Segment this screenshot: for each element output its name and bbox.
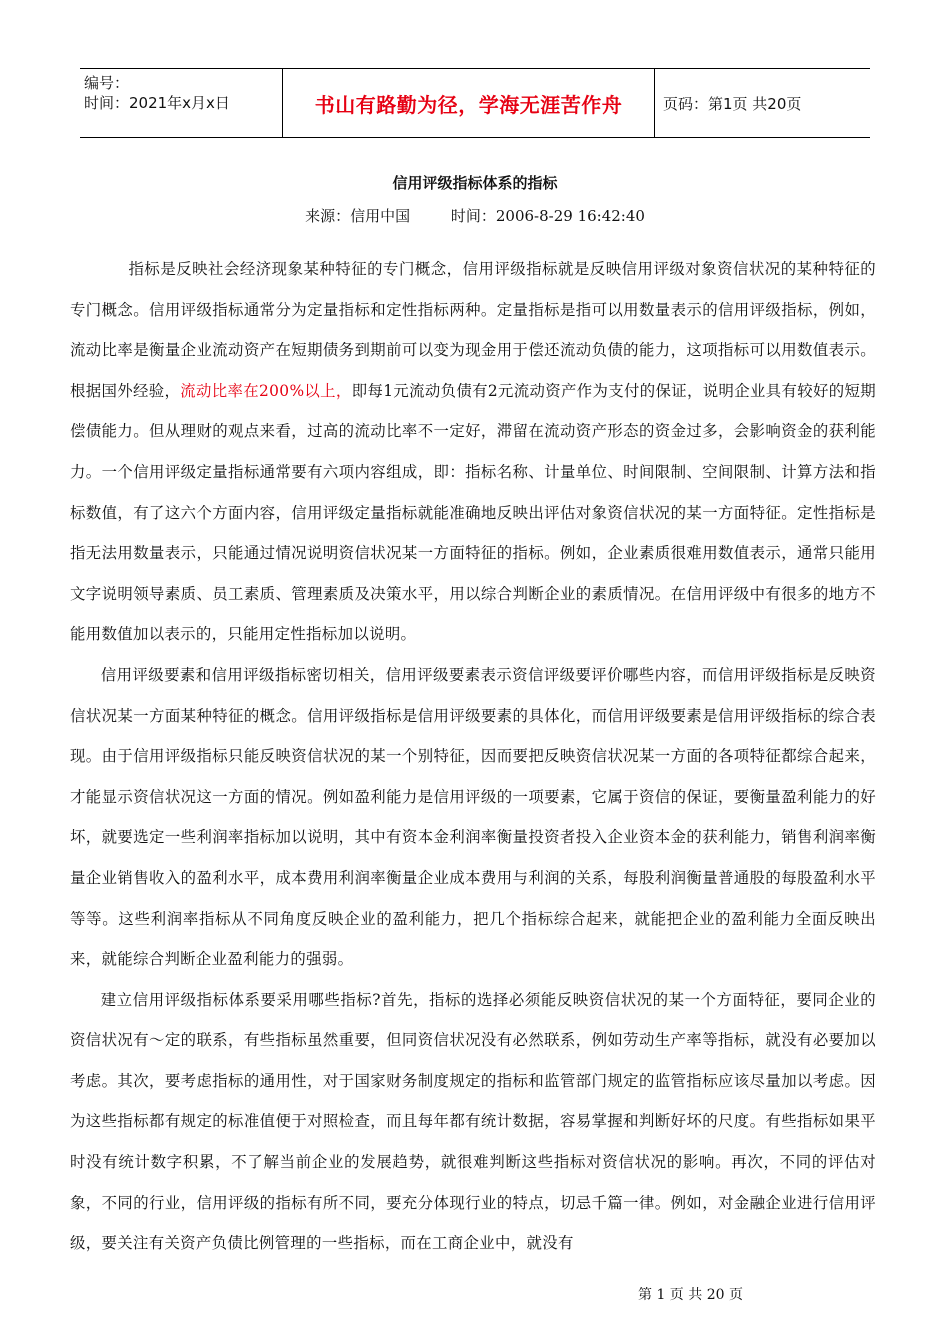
article-source-line: [0, 205, 950, 226]
paragraph-1-part-b: 即每1元流动负债有2元流动资产作为支付的保证，说明企业具有较好的短期偿债能力。但从理财的观点来看，过高的流动比率不一定好，滞留在流动资产形态的资金过多，会影响资金的获利能力。一个信用评级定量指标通常要有六项内容组成，即：指标名称、计量单位、时间限制、空间限制、计算方法和指标数值，有了这六个方面内容，信用评级定量指标就能准确地反映出评估对象资信状况的某一方面特征。定性指标是指无法用数量表示，只能通过情况说明资信状况某一方面特征的指标。例如，企业素质很难用数值表示，通常只能用文字说明领导素质、员工素质、管理素质及决策水平，用以综合判断企业的素质情况。在信用评级中有很多的地方不能用数值加以表示的，只能用定性指标加以说明。: [70, 381, 877, 644]
paragraph-3: 建立信用评级指标体系要采用哪些指标?首先，指标的选择必须能反映资信状况的某一个方面特征，要同企业的资信状况有～定的联系，有些指标虽然重要，但同资信状况没有必然联系，例如劳动生产率等指标，就没有必要加以考虑。其次，要考虑指标的通用性，对于国家财务制度规定的指标和监管部门规定的监管指标应该尽量加以考虑。因为这些指标都有规定的标准值便于对照检查，而且每年都有统计数据，容易掌握和判断好坏的尺度。有些指标如果平时没有统计数字积累，不了解当前企业的发展趋势，就很难判断这些指标对资信状况的影响。再次，不同的评估对象，不同的行业，信用评级的指标有所不同，要充分体现行业的特点，切忌千篇一律。例如，对金融企业进行信用评级，要关注有关资产负债比例管理的一些指标，而在工商企业中，就没有: [70, 990, 876, 1253]
article-title: 信用评级指标体系的指标: [392, 174, 558, 192]
highlighted-text: 流动比率在200%以上，: [180, 381, 352, 400]
header-meta-cell: [80, 69, 283, 137]
article-source: 来源：信用中国: [305, 207, 411, 225]
article-time: 时间：2006-8-29 16:42:40: [450, 207, 645, 225]
article-body: [70, 249, 876, 1264]
header-page-info: 页码：第1页 共20页: [663, 94, 802, 113]
paragraph-2: 信用评级要素和信用评级指标密切相关，信用评级要素表示资信评级要评价哪些内容，而信用评级指标是反映资信状况某一方面某种特征的概念。信用评级指标是信用评级要素的具体化，而信用评级要素是信用评级指标的综合表现。由于信用评级指标只能反映资信状况的某一个别特征，因而要把反映资信状况某一方面的各项特征都综合起来，才能显示资信状况这一方面的情况。例如盈利能力是信用评级的一项要素，它属于资信的保证，要衡量盈利能力的好坏，就要选定一些利润率指标加以说明，其中有资本金利润率衡量投资者投入企业资本金的获利能力，销售利润率衡量企业销售收入的盈利水平，成本费用利润率衡量企业成本费用与利润的关系，每股利润衡量普通股的每股盈利水平等等。这些利润率指标从不同角度反映企业的盈利能力，把几个指标综合起来，就能把企业的盈利能力全面反映出来，就能综合判断企业盈利能力的强弱。: [70, 665, 876, 969]
document-header: [80, 68, 870, 138]
header-motto: 书山有路勤为径，学海无涯苦作舟: [283, 69, 655, 137]
paragraph-1-part-a: 指标是反映社会经济现象某种特征的专门概念，信用评级指标就是反映信用评级对象资信状况的某种特征的专门概念。信用评级指标通常分为定量指标和定性指标两种。定量指标是指可以用数量表示的信用评级指标，例如，流动比率是衡量企业流动资产在短期债务到期前可以变为现金用于偿还流动负债的能力，这项指标可以用数值表示。根据国外经验，: [70, 260, 876, 400]
footer-page-number: 第 1 页 共 20 页: [638, 1287, 743, 1303]
paragraph-1: [70, 249, 876, 655]
document-number-label: 编号：: [84, 74, 130, 92]
document-date-label: 时间：2021年x月x日: [84, 94, 230, 112]
